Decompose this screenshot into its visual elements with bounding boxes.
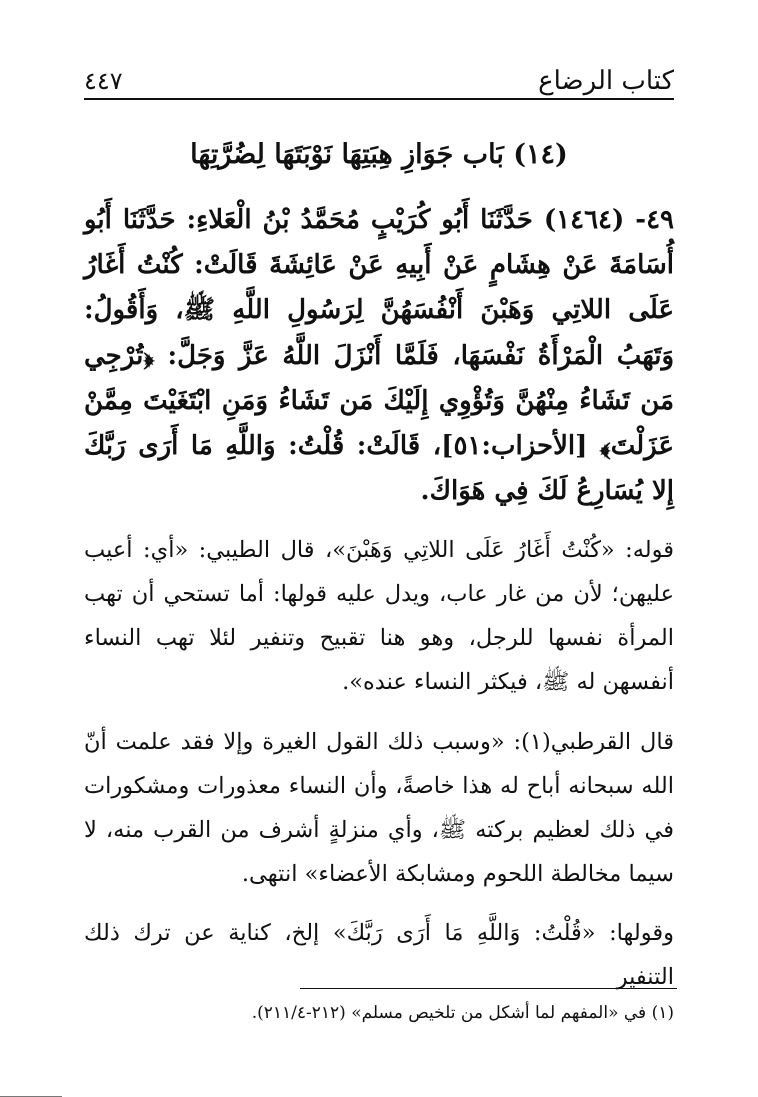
page-header — [84, 52, 674, 96]
footnote-divider — [300, 988, 677, 989]
commentary-paragraph-2: قال القرطبي(١): «وسبب ذلك القول الغيرة وإلا فقد علمت أنّ الله سبحانه أباح له هذا خاصةً، وأن النساء معذورات ومشكورات في ذلك لعظيم بركته ﷺ، وأي منزلةٍ أشرف من القرب منه، لا سيما مخالطة اللحوم ومشابكة الأعضاء» انتهى. — [84, 729, 674, 887]
footnote: (١) في «المفهم لما أشكل من تلخيص مسلم» (٢١٢-٢١١/٤). — [251, 1003, 674, 1023]
chapter-heading: (١٤) بَاب جَوَازِ هِبَتِهَا نَوْبَتَهَا لِضُرَّتِهَا — [190, 139, 568, 170]
hadith-text: ٤٩- (١٤٦٤) حَدَّثَنَا أَبُو كُرَيْبٍ مُحَمَّدُ بْنُ الْعَلاءِ: حَدَّثَنَا أَبُو أُسَامَةَ عَنْ هِشَامٍ عَنْ أَبِيهِ عَنْ عَائِشَةَ قَالَتْ: كُنْتُ أَغَارُ عَلَى اللاتِي وَهَبْنَ أَنْفُسَهُنَّ لِرَسُولِ اللَّهِ ﷺ، وَأَقُولُ: وَتَهَبُ الْمَرْأَةُ نَفْسَهَا، فَلَمَّا أَنْزَلَ اللَّهُ عَزَّ وَجَلَّ: ﴿تُرْجِي مَن تَشَاءُ مِنْهُنَّ وَتُؤْوِي إِلَيْكَ مَن تَشَاءُ وَمَنِ ابْتَغَيْتَ مِمَّنْ عَزَلْتَ﴾ [الأحزاب:٥١]، قَالَتْ: قُلْتُ: وَاللَّهِ مَا أَرَى رَبَّكَ إِلا يُسَارِعُ لَكَ فِي هَوَاكَ. — [84, 205, 675, 507]
commentary-paragraph-3: وقولها: «قُلْتُ: وَاللَّهِ مَا أَرَى رَبَّكَ» إلخ، كناية عن ترك ذلك التنفير — [84, 920, 674, 990]
page-number: ٤٤٧ — [84, 67, 123, 95]
commentary-paragraph-1: قوله: «كُنْتُ أَغَارُ عَلَى اللاتِي وَهَبْنَ»، قال الطيبي: «أي: أعيب عليهن؛ لأن من غار عاب، ويدل عليه قولها: أما تستحي أن تهب المرأة نفسها للرجل، وهو هنا تقبيح وتنفير لئلا تهب النساء أنفسهن له ﷺ، فيكثر النساء عنده». — [84, 537, 674, 695]
book-title: كتاب الرضاع — [538, 66, 674, 96]
header-divider — [84, 98, 674, 100]
